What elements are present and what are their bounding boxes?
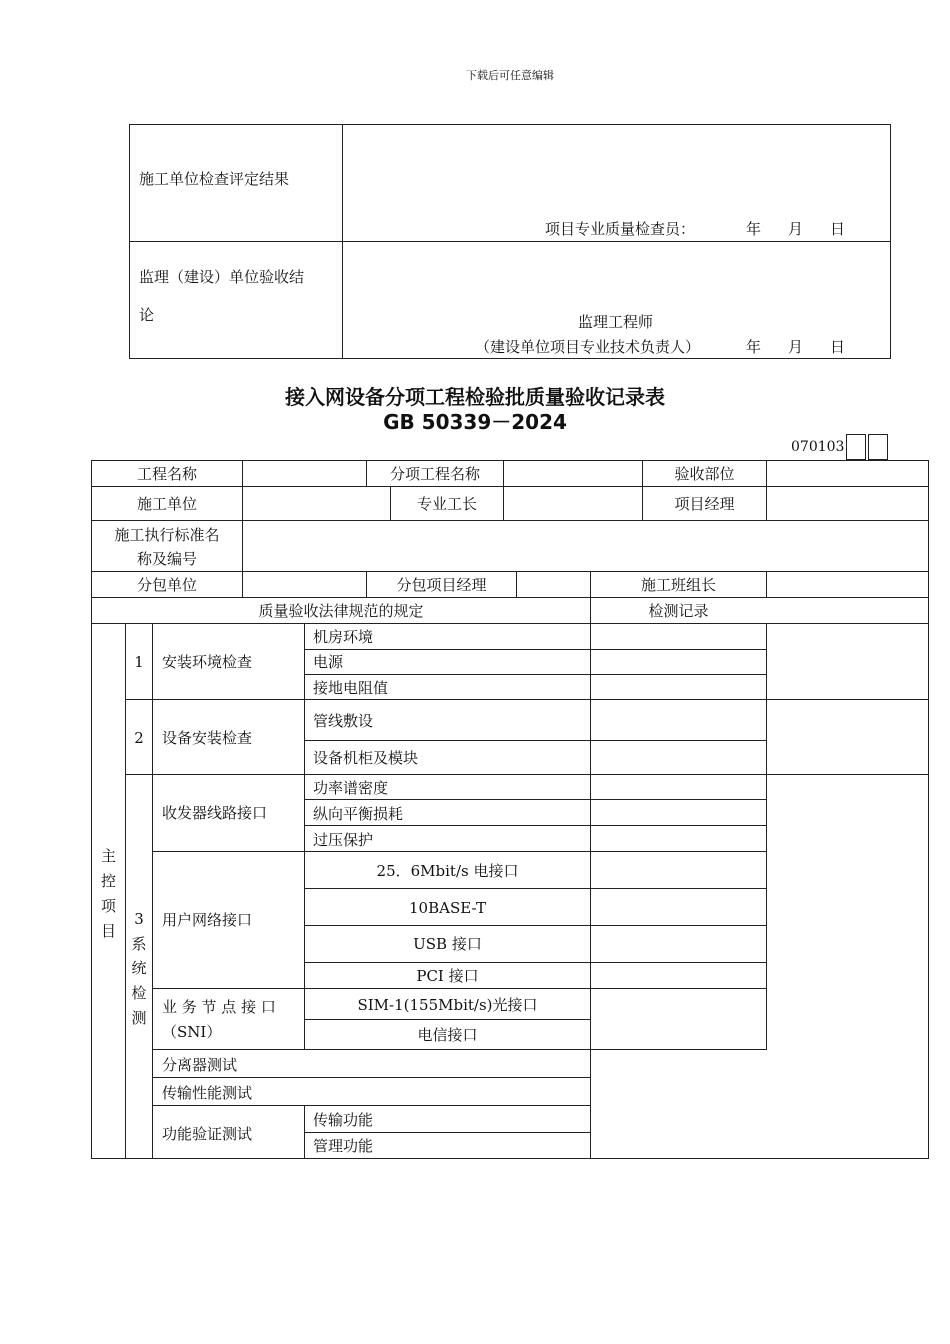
equipment-install-check: 设备安装检查 (162, 729, 253, 747)
month-label: 月 (788, 220, 804, 238)
year-label: 年 (746, 338, 762, 356)
month-label: 月 (788, 338, 804, 356)
foreman-label: 专业工长 (416, 495, 477, 513)
supervision-label-2: 论 (139, 306, 155, 324)
user-network-interface: 用户网络接口 (162, 911, 253, 929)
subitem-name-label: 分项工程名称 (389, 465, 480, 483)
record-header: 检测记录 (648, 602, 709, 620)
day-label: 日 (830, 220, 846, 238)
subcontractor-label: 分包单位 (136, 576, 197, 594)
main-control-char: 主 (100, 847, 116, 865)
install-env-check: 安装环境检查 (162, 653, 253, 671)
service-node-interface-abbr: （SNI） (162, 1023, 222, 1041)
spec-header: 质量验收法律规范的规定 (258, 602, 424, 620)
form-title: 接入网设备分项工程检验批质量验收记录表 (285, 385, 665, 409)
owner-tech-lead-label: （建设单位项目专业技术负责人） (475, 338, 701, 356)
sub-item: 功率谱密度 (313, 779, 389, 797)
transmission-performance-test: 传输性能测试 (162, 1084, 253, 1102)
standard-code: GB 50339－2024 (383, 410, 567, 434)
function-verification-test: 功能验证测试 (162, 1125, 253, 1143)
sub-manager-label: 分包项目经理 (396, 576, 487, 594)
item-number: 1 (134, 653, 144, 671)
construction-eval-label: 施工单位检查评定结果 (139, 170, 290, 188)
sub-item: 机房环境 (313, 628, 374, 646)
code-box[interactable] (868, 434, 888, 460)
sub-item: SIM-1(155Mbit/s)光接口 (357, 996, 538, 1014)
sub-item: 接地电阻值 (313, 679, 389, 697)
main-control-char: 项 (100, 897, 116, 915)
sub-item: 传输功能 (313, 1111, 374, 1129)
item-number: 3 (134, 910, 144, 928)
system-test-char: 测 (131, 1009, 147, 1027)
sub-item: 设备机柜及模块 (313, 749, 419, 767)
sub-item: PCI 接口 (416, 967, 479, 985)
page-header-note: 下载后可任意编辑 (466, 69, 554, 82)
code-box[interactable] (846, 434, 866, 460)
quality-inspector-label: 项目专业质量检查员： (545, 220, 696, 238)
sub-item: 纵向平衡损耗 (313, 805, 404, 823)
project-name-label: 工程名称 (136, 465, 197, 483)
sub-item: 电信接口 (417, 1026, 478, 1044)
system-test-char: 系 (131, 935, 147, 953)
supervisor-engineer-label: 监理工程师 (578, 313, 654, 331)
item-number: 2 (134, 729, 144, 747)
acceptance-part-label: 验收部位 (674, 465, 735, 483)
sub-item: 管理功能 (313, 1137, 374, 1155)
team-leader-label: 施工班组长 (640, 576, 716, 594)
sub-item: 管线敷设 (313, 712, 374, 730)
sub-item: 过压保护 (313, 831, 374, 849)
splitter-test: 分离器测试 (162, 1056, 238, 1074)
system-test-char: 检 (131, 984, 147, 1002)
standard-name-label-2: 称及编号 (136, 550, 197, 568)
year-label: 年 (746, 220, 762, 238)
standard-name-label-1: 施工执行标准名 (114, 526, 220, 544)
sub-item: 电源 (313, 653, 344, 671)
sub-item: 10BASE-T (409, 899, 486, 917)
form-code: 070103 (791, 439, 845, 455)
construction-unit-label: 施工单位 (136, 495, 197, 513)
sub-item: USB 接口 (413, 935, 482, 953)
supervision-label-1: 监理（建设）单位验收结 (139, 268, 305, 286)
main-control-char: 目 (100, 922, 116, 940)
service-node-interface: 业 务 节 点 接 口 (162, 998, 276, 1016)
day-label: 日 (830, 338, 846, 356)
project-manager-label: 项目经理 (674, 495, 735, 513)
transceiver-interface: 收发器线路接口 (162, 804, 268, 822)
sub-item: 25．6Mbit/s 电接口 (376, 862, 519, 880)
system-test-char: 统 (131, 959, 147, 977)
main-control-char: 控 (100, 872, 116, 890)
